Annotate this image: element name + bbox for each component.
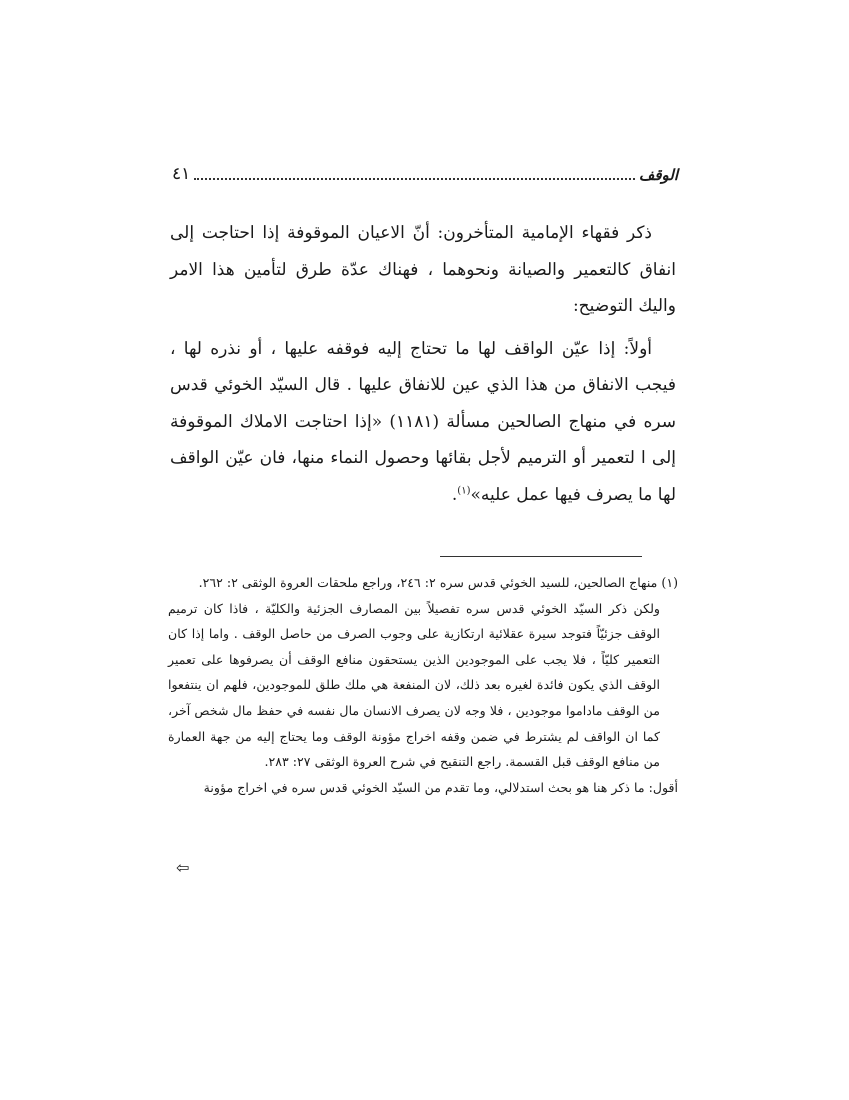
- main-text: [170, 215, 676, 513]
- footnote-1-commentary: ولكن ذكر السيّد الخوئي قدس سره تفصيلاً بين المصارف الجزئية والكليّة ، فاذا كان ترميم الوقف جزئيّاً فتوجد سيرة عقلائية ارتكازية على وجوب الصرف من حاصل الوقف . واما إذا كان التعمير كليّاً ، فلا يجب على الموجودين الذين يستحقون منافع الوقف أن يصرفوها على تعمير الوقف الذي يكون فائدة لغيره بعد ذلك، لان المنفعة هي ملك طلق للموجودين، فلهم ان ينتفعوا من الوقف ماداموا موجودين ، فلا وجه لان يصرف الانسان مال نفسه في حفظ مال شخص آخر، كما ان الواقف لم يشترط في ضمن وقفه اخراج مؤونة الوقف وما يحتاج إليه من جهة العمارة من منافع الوقف قبل القسمة. راجع التنقيح في شرح العروة الوثقى ٢٧: ٢٨٣.: [168, 600, 660, 770]
- continuation-arrow-icon: ⇦: [176, 858, 190, 877]
- footnote-1: (١) منهاج الصالحين، للسيد الخوئي قدس سره ٢: ٢٤٦، وراجع ملحقات العروة الوثقى ٢: ٢٦٢.: [198, 575, 678, 590]
- running-header: [172, 158, 678, 184]
- paragraph-closing-period: .: [451, 484, 458, 505]
- footnote-reference[interactable]: (١): [457, 484, 471, 496]
- footnote-1-remark: أقول: ما ذكر هنا هو بحث استدلالي، وما تقدم من السيّد الخوئي قدس سره في اخراج مؤونة: [203, 779, 678, 795]
- chapter-title: الوقف: [638, 166, 678, 184]
- page-number: ٤١: [172, 164, 191, 184]
- footnotes: [168, 570, 678, 800]
- paragraph-first-method: [170, 331, 676, 514]
- paragraph-first-method-text: أولاً: إذا عيّن الواقف لها ما تحتاج إليه فوقفه عليها ، أو نذره لها ، فيجب الانفاق من هذا الذي عين للانفاق عليها . قال السيّد الخوئي قدس سره في منهاج الصالحين مسألة (١١٨١) «إذا احتاجت الاملاك الموقوفة إلى ا لتعمير أو الترميم لأجل بقائها وحصول النماء منها، فان عيّن الواقف لها ما يصرف فيها عمل عليه»: [170, 338, 676, 505]
- header-dot-leader: [194, 178, 635, 180]
- paragraph-intro: ذكر فقهاء الإمامية المتأخرون: أنّ الاعيان الموقوفة إذا احتاجت إلى انفاق كالتعمير والصيانة ونحوهما ، فهناك عدّة طرق لتأمين هذا الامر واليك التوضيح:: [170, 223, 676, 316]
- footnote-separator: [440, 556, 642, 557]
